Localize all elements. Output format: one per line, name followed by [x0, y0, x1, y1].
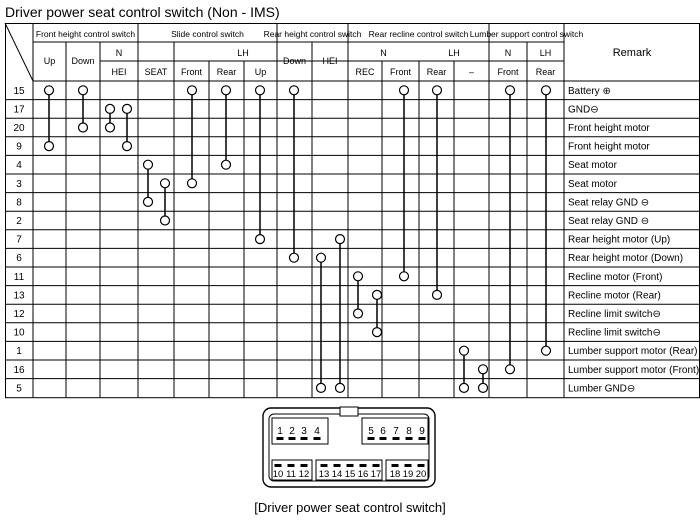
continuity-terminal	[354, 272, 363, 281]
remark-header: Remark	[612, 47, 652, 59]
continuity-terminal	[161, 216, 170, 225]
column-header-7: Down	[282, 56, 307, 66]
connector-pin	[347, 464, 354, 467]
continuity-terminal	[506, 365, 515, 374]
sub-header-lh-slide: LH	[237, 48, 249, 58]
connector-pin-label: 13	[318, 469, 330, 480]
continuity-terminal	[479, 383, 488, 392]
connector-pin-label: 8	[406, 426, 412, 437]
connector-pin	[301, 437, 308, 440]
connector-pin	[393, 437, 400, 440]
connector-pin	[373, 464, 380, 467]
pin-number: 17	[13, 104, 25, 116]
remark-text: Recline motor (Front)	[568, 271, 663, 283]
continuity-terminal	[400, 86, 409, 95]
connector-pin	[301, 464, 308, 467]
connector-pin-label: 15	[344, 469, 356, 480]
continuity-terminal	[45, 86, 54, 95]
remark-text: Rear height motor (Up)	[568, 234, 671, 246]
pin-number: 9	[16, 141, 22, 153]
connector-pin-label: 1	[277, 426, 283, 437]
header-diagonal	[5, 23, 33, 81]
remark-text: Recline limit switch⊖	[568, 309, 661, 320]
pin-number: 15	[13, 85, 25, 97]
connector-pin	[321, 464, 328, 467]
connector-pin	[406, 437, 413, 440]
connector-pin-label: 12	[298, 469, 310, 480]
connector-pin-label: 14	[331, 469, 343, 480]
continuity-terminal	[336, 383, 345, 392]
connector-pin	[288, 464, 295, 467]
continuity-terminal	[317, 253, 326, 262]
pin-number: 6	[16, 253, 22, 265]
continuity-terminal	[144, 160, 153, 169]
pin-number: 13	[13, 290, 25, 302]
column-header-0: Up	[43, 56, 56, 66]
continuity-terminal	[106, 104, 115, 113]
connector-pin	[418, 464, 425, 467]
continuity-terminal	[222, 86, 231, 95]
pin-number: 4	[16, 160, 22, 172]
connector-pin-label: 7	[393, 426, 399, 437]
remark-text: Front height motor	[568, 141, 650, 153]
sub-header-n-recline: N	[380, 48, 387, 58]
remark-text: Seat motor	[568, 178, 617, 190]
remark-text: Recline motor (Rear)	[568, 290, 661, 302]
group-header-0: Front height control switch	[35, 29, 136, 39]
continuity-terminal	[144, 197, 153, 206]
group-header-2: Rear height control switch	[263, 29, 362, 39]
pin-number: 16	[13, 364, 25, 376]
column-header-3: SEAT	[144, 67, 168, 77]
continuity-terminal	[336, 235, 345, 244]
column-header-1: Down	[71, 56, 95, 66]
connector-pin	[275, 464, 282, 467]
continuity-terminal	[317, 383, 326, 392]
connector-pin-label: 11	[286, 469, 296, 480]
continuity-terminal	[290, 86, 299, 95]
remark-text: Lumber GND⊖	[568, 383, 636, 395]
continuity-terminal	[188, 86, 197, 95]
continuity-terminal	[542, 86, 551, 95]
continuity-terminal	[256, 235, 265, 244]
pin-number: 5	[16, 383, 22, 395]
connector-pin	[277, 437, 284, 440]
remark-text: Lumber support motor (Rear)	[568, 346, 698, 358]
continuity-terminal	[123, 142, 132, 151]
remark-text: Rear height motor (Down)	[568, 253, 684, 265]
sub-header-n-lumber: N	[504, 48, 512, 58]
sub-header-lh-recline: LH	[448, 48, 460, 58]
continuity-terminal	[460, 346, 469, 355]
continuity-terminal	[45, 142, 54, 151]
continuity-terminal	[479, 365, 488, 374]
remark-text: Seat motor	[568, 160, 617, 172]
connector-pin	[392, 464, 399, 467]
connector-pin-label: 4	[314, 426, 320, 437]
remark-text: GND⊖	[568, 104, 599, 116]
continuity-terminal	[123, 104, 132, 113]
continuity-terminal	[256, 86, 265, 95]
connector-pin-label: 18	[389, 469, 401, 480]
connector-latch	[340, 407, 358, 416]
connector-pin-label: 5	[368, 426, 374, 437]
remark-text: Front height motor	[568, 123, 650, 134]
column-header-6: Up	[254, 67, 267, 77]
connector-pin	[405, 464, 412, 467]
column-header-13: Front	[497, 67, 519, 77]
column-header-9: REC	[355, 67, 375, 77]
continuity-terminal	[222, 160, 231, 169]
group-header-1: Slide control switch	[171, 29, 244, 39]
connector-pin	[289, 437, 296, 440]
connector-pin-label: 10	[272, 469, 284, 480]
group-header-3: Rear recline control switch	[368, 29, 469, 39]
connector-pin-label: 19	[402, 469, 414, 480]
continuity-terminal	[433, 86, 442, 95]
continuity-terminal	[188, 179, 197, 188]
column-header-4: Front	[180, 67, 203, 77]
pin-number: 3	[16, 178, 22, 190]
connector-pin-label: 17	[370, 469, 382, 480]
connector-pin-label: 6	[380, 426, 386, 437]
column-header-10: Front	[389, 67, 412, 77]
connector-pin	[419, 437, 426, 440]
continuity-terminal	[542, 346, 551, 355]
remark-text: Seat relay GND ⊖	[568, 216, 650, 227]
continuity-terminal	[460, 383, 469, 392]
remark-text: Recline limit switch⊖	[568, 327, 661, 339]
connector-pin-label: 20	[415, 469, 427, 480]
connector-pin-label: 16	[357, 469, 369, 480]
pin-number: 12	[13, 309, 25, 320]
continuity-terminal	[290, 253, 299, 262]
diagram-title: Driver power seat control switch (Non - IMS)	[5, 4, 280, 20]
remark-text: Battery ⊕	[568, 85, 611, 97]
pin-number: 7	[16, 234, 22, 246]
connector-pin-label: 3	[301, 426, 307, 437]
continuity-terminal	[400, 272, 409, 281]
continuity-terminal	[161, 179, 170, 188]
column-header-12: –	[468, 67, 475, 77]
continuity-terminal	[373, 290, 382, 299]
continuity-terminal	[506, 86, 515, 95]
connector-pin	[314, 437, 321, 440]
pin-number: 1	[16, 346, 22, 358]
pin-number: 11	[13, 271, 25, 283]
pin-number: 10	[13, 327, 25, 339]
connector-pin	[334, 464, 341, 467]
connector-pin	[368, 437, 375, 440]
connector-pin	[360, 464, 367, 467]
pin-number: 2	[16, 216, 22, 227]
sub-header-n-front: N	[115, 48, 123, 58]
continuity-terminal	[433, 290, 442, 299]
column-header-11: Rear	[426, 67, 447, 77]
column-header-14: Rear	[535, 67, 556, 77]
connector-pin-label: 2	[289, 426, 295, 437]
connector-pin	[380, 437, 387, 440]
remark-text: Lumber support motor (Front)	[568, 364, 700, 376]
column-header-2: HEI	[111, 67, 127, 77]
column-header-8: HEI	[322, 56, 338, 66]
continuity-terminal	[106, 123, 115, 132]
remark-text: Seat relay GND ⊖	[568, 197, 650, 209]
column-header-5: Rear	[216, 67, 237, 77]
sub-header-lh-lumber: LH	[539, 48, 552, 58]
pin-number: 20	[13, 123, 25, 134]
continuity-terminal	[79, 86, 88, 95]
group-header-4: Lumber support control switch	[469, 29, 584, 39]
diagram-caption: [Driver power seat control switch]	[254, 500, 446, 515]
continuity-terminal	[79, 123, 88, 132]
continuity-terminal	[373, 328, 382, 337]
connector-pin-label: 9	[419, 426, 425, 437]
pin-number: 8	[16, 197, 22, 209]
continuity-terminal	[354, 309, 363, 318]
